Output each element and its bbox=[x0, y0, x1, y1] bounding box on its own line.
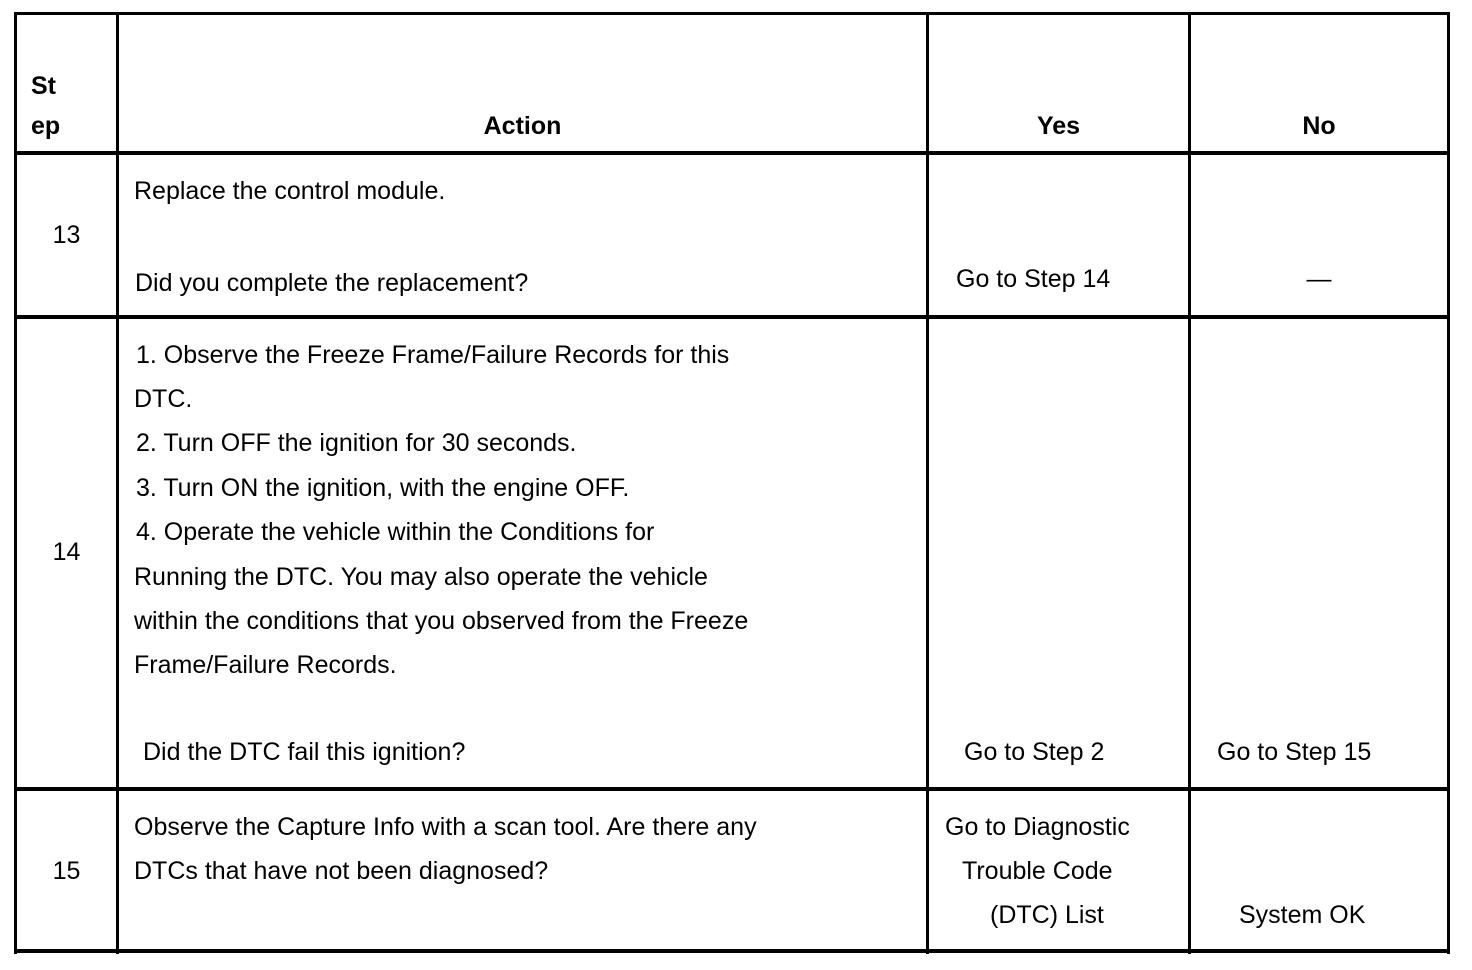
action-text: Replace the control module. bbox=[134, 177, 446, 205]
row-divider bbox=[14, 787, 1450, 791]
action-text: DTC. bbox=[134, 385, 193, 413]
action-question: DTCs that have not been diagnosed? bbox=[134, 857, 549, 885]
yes-result: Go to Step 2 bbox=[964, 738, 1105, 766]
header-divider bbox=[14, 151, 1450, 155]
header-yes: Yes bbox=[1036, 112, 1081, 140]
action-text: 1. Observe the Freeze Frame/Failure Records for this bbox=[136, 341, 730, 369]
header-no: No bbox=[1302, 112, 1336, 140]
step-number: 15 bbox=[52, 857, 81, 885]
yes-result: Go to Step 14 bbox=[956, 265, 1111, 293]
action-text: 4. Operate the vehicle within the Conditions for bbox=[136, 518, 655, 546]
header-step bbox=[31, 70, 60, 142]
header-step-line: ep bbox=[31, 112, 61, 140]
action-text: within the conditions that you observed from the Freeze bbox=[134, 607, 749, 635]
yes-result: Go to Diagnostic bbox=[945, 813, 1130, 841]
column-divider bbox=[116, 12, 119, 954]
table-left-border bbox=[14, 12, 17, 954]
action-text: 2. Turn OFF the ignition for 30 seconds. bbox=[136, 429, 577, 457]
step-number: 14 bbox=[52, 538, 81, 566]
step-number: 13 bbox=[52, 221, 81, 249]
header-action: Action bbox=[483, 112, 562, 140]
action-text: Observe the Capture Info with a scan tool. Are there any bbox=[134, 813, 757, 841]
table-top-border bbox=[14, 12, 1450, 15]
table-right-border bbox=[1447, 12, 1450, 954]
yes-result: Trouble Code bbox=[962, 857, 1113, 885]
action-text: 3. Turn ON the ignition, with the engine OFF. bbox=[136, 474, 630, 502]
diagnostic-table bbox=[14, 12, 1450, 954]
row-divider bbox=[14, 315, 1450, 319]
column-divider bbox=[1188, 12, 1191, 954]
action-question: Did the DTC fail this ignition? bbox=[143, 738, 466, 766]
header-step-line: St bbox=[31, 72, 56, 100]
action-text: Frame/Failure Records. bbox=[134, 651, 397, 679]
no-result: System OK bbox=[1239, 901, 1366, 929]
action-question: Did you complete the replacement? bbox=[135, 269, 529, 297]
action-text: Running the DTC. You may also operate the vehicle bbox=[134, 563, 708, 591]
table-bottom-border bbox=[14, 949, 1450, 953]
yes-result: (DTC) List bbox=[990, 901, 1104, 929]
column-divider bbox=[926, 12, 929, 954]
no-result: — bbox=[1306, 265, 1332, 293]
no-result: Go to Step 15 bbox=[1217, 738, 1372, 766]
